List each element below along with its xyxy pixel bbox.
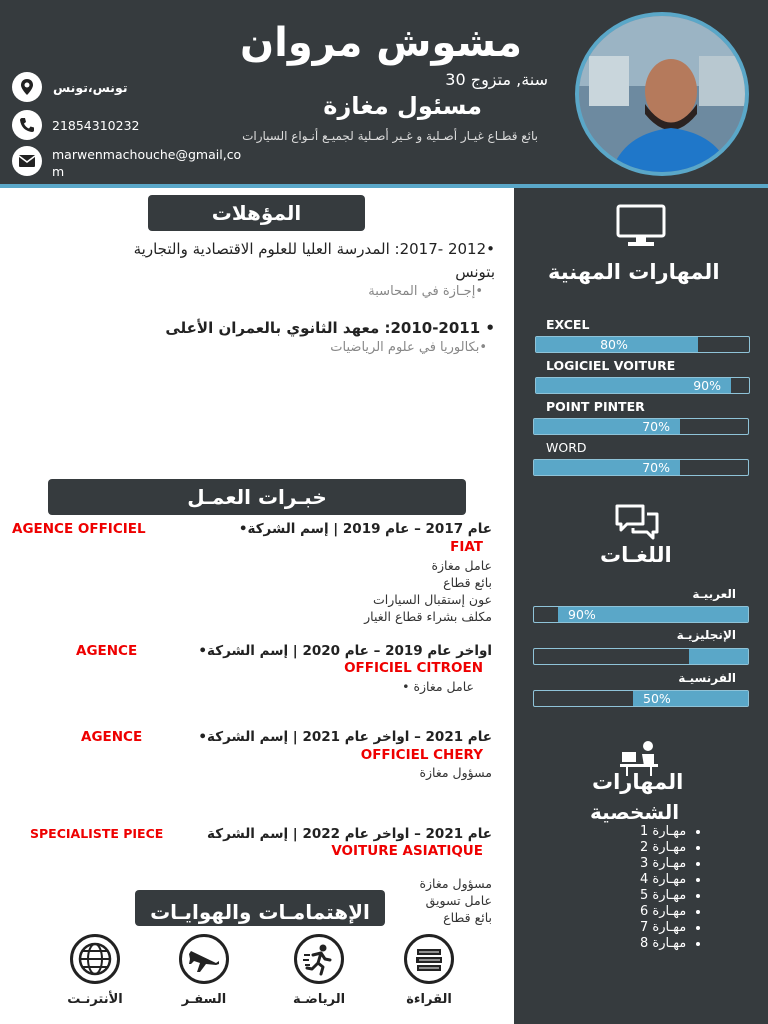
- hobby-label: القراءة: [406, 992, 452, 1007]
- education-line: • 2010-2011: معهد الثانوي بالعمران الأعلى: [165, 319, 495, 337]
- education-line: •2012 -2017: المدرسة العليا للعلوم الاقتصادية والتجارية: [133, 240, 495, 258]
- list-item: مسؤول مغازة: [419, 876, 492, 891]
- language-fill-arabic: 90%: [558, 607, 748, 622]
- language-label-french: الفرنسيـة: [678, 671, 736, 685]
- mail-icon: [12, 146, 42, 176]
- phone-icon: [12, 110, 42, 140]
- skill-bar-excel: [535, 336, 750, 353]
- hobby-label: الرياضـة: [292, 992, 346, 1007]
- company-name: AGENCE: [81, 729, 143, 745]
- language-fill-french: 50%: [633, 691, 748, 706]
- skill-bar-logiciel: [535, 377, 750, 394]
- contact-email: [12, 146, 242, 180]
- list-item: • مهـارة 7: [640, 920, 686, 936]
- runner-icon: [294, 934, 344, 984]
- list-item: • مهـارة 1: [640, 824, 686, 840]
- skill-label-logiciel: LOGICIEL VOITURE: [546, 358, 676, 373]
- skill-fill-logiciel: 90%: [536, 378, 731, 393]
- language-label-english: الإنجليزيـة: [676, 628, 736, 642]
- language-label-arabic: العربيـة: [692, 587, 736, 601]
- skill-fill-word: 70%: [534, 460, 680, 475]
- list-item: • مهـارة 2: [640, 840, 686, 856]
- list-item: • مهـارة 5: [640, 888, 686, 904]
- personal-skills-list: [640, 824, 686, 952]
- skill-fill-pointpinter: 70%: [534, 419, 680, 434]
- job-tasks: [292, 764, 492, 781]
- hobby-reading: [389, 934, 469, 1007]
- hobby-internet: [55, 934, 135, 1007]
- job-description: بائع قطـاع غيـار أصـلية و غـير أصـلية لجميـع أنـواع السيارات: [242, 129, 538, 143]
- job-title: مسئول مغازة: [323, 92, 482, 120]
- job-heading: •عام 2021 – اواخر عام 2021 | إسم الشركة: [198, 729, 492, 745]
- qualifications-heading: المؤهلات: [148, 195, 365, 231]
- personal-skills-title-1: المهارات: [592, 770, 684, 794]
- company-name: OFFICIEL CHERY: [360, 747, 483, 763]
- skill-label-excel: EXCEL: [546, 317, 590, 332]
- books-icon: [404, 934, 454, 984]
- list-item: • مهـارة 6: [640, 904, 686, 920]
- professional-skills-title: المهارات المهنية: [548, 260, 720, 284]
- language-bar-french: [533, 690, 749, 707]
- location-pin-icon: [12, 72, 42, 102]
- skill-label-pointpinter: POINT PINTER: [546, 399, 645, 414]
- email-text[interactable]: marwenmachouche@gmail,com: [52, 147, 242, 179]
- globe-icon: [70, 934, 120, 984]
- job-tasks: [274, 678, 474, 695]
- list-item: عون إستقبال السيارات: [372, 592, 492, 607]
- contact-phone: [12, 110, 139, 140]
- company-name: FIAT: [450, 539, 483, 555]
- monitor-icon: [616, 204, 666, 252]
- skill-bar-word: [533, 459, 749, 476]
- hobbies-heading: الإهتمامـات والهوايـات: [135, 890, 385, 926]
- list-item: • مهـارة 8: [640, 936, 686, 952]
- list-item: مسؤول مغازة: [419, 765, 492, 780]
- phone-text[interactable]: 21854310232: [52, 117, 140, 133]
- location-text: تونس،تونس: [53, 79, 128, 95]
- profile-photo: [575, 12, 749, 176]
- hobby-label: السفـر: [181, 992, 227, 1007]
- skill-fill-excel: 80%: [536, 337, 698, 352]
- education-detail: •إجـازة في المحاسبة: [368, 284, 483, 299]
- chat-bubbles-icon: [613, 502, 661, 546]
- company-name: AGENCE: [76, 643, 138, 659]
- company-name: AGENCE OFFICIEL: [12, 521, 146, 537]
- personal-skills-title-2: الشخصية: [590, 800, 680, 824]
- skill-bar-pointpinter: [533, 418, 749, 435]
- language-bar-english: [533, 648, 749, 665]
- age-status: 30 سنة, متزوج: [445, 70, 548, 89]
- job-tasks: [272, 557, 492, 625]
- job-heading: عام 2021 – اواخر عام 2022 | إسم الشركة: [207, 826, 492, 842]
- experience-heading: خبـرات العمـل: [48, 479, 466, 515]
- list-item: • عامل مغازة: [402, 679, 474, 694]
- list-item: عامل تسويق: [425, 893, 492, 908]
- list-item: • مهـارة 4: [640, 872, 686, 888]
- company-name: VOITURE ASIATIQUE: [331, 843, 483, 859]
- skill-label-word: WORD: [546, 440, 587, 455]
- language-fill-english: [689, 649, 748, 664]
- language-bar-arabic: [533, 606, 749, 623]
- education-line: بتونس: [455, 263, 495, 281]
- company-name: OFFICIEL CITROEN: [344, 660, 483, 676]
- education-item-1: [30, 238, 495, 299]
- list-item: بائع قطاع: [443, 910, 492, 925]
- job-heading: •اواخر عام 2019 – عام 2020 | إسم الشركة: [198, 643, 492, 659]
- person-name: مشوش مروان: [239, 20, 522, 66]
- list-item: • مهـارة 3: [640, 856, 686, 872]
- hobby-sport: [279, 934, 359, 1007]
- list-item: عامل مغازة: [431, 558, 492, 573]
- hobby-travel: [164, 934, 244, 1007]
- list-item: بائع قطاع: [443, 575, 492, 590]
- company-name: SPECIALISTE PIECE: [30, 826, 164, 841]
- education-item-2: [30, 317, 495, 355]
- languages-title: اللغـات: [600, 543, 672, 567]
- airplane-icon: [179, 934, 229, 984]
- list-item: مكلف بشراء قطاع الغيار: [364, 609, 492, 624]
- contact-location: [12, 72, 128, 102]
- education-detail: •بكالوريا في علوم الرياضيات: [330, 340, 487, 355]
- job-heading: •عام 2017 – عام 2019 | إسم الشركة: [238, 521, 492, 537]
- hobby-label: الأنترنـت: [67, 992, 123, 1007]
